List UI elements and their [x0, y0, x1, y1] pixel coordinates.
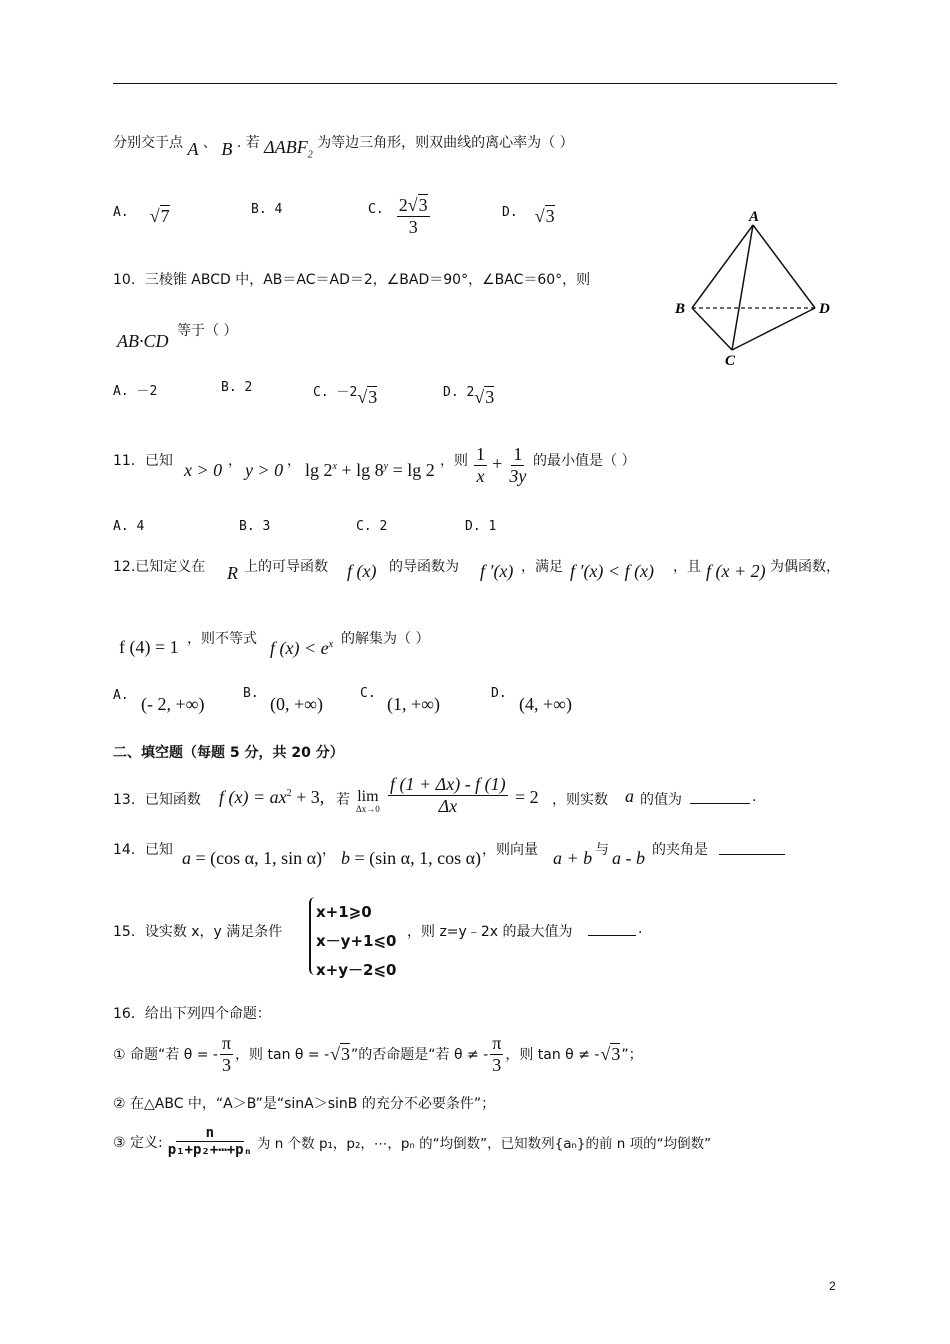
q12-lead: 12.已知定义在	[113, 559, 206, 575]
q14-answer-blank	[719, 838, 785, 855]
vertex-label-b: B	[675, 301, 686, 317]
q11-lead: 11．已知	[113, 453, 173, 469]
q13-t3: 的值为	[640, 792, 682, 808]
q12-option-d: (4, +∞)	[519, 694, 572, 714]
q9-triangle: $\Delta ABF_2$	[264, 137, 313, 161]
q15-cond-1: x+1⩾0	[316, 903, 372, 921]
q9-sep: 、	[202, 135, 217, 151]
section-title-fill-in: 二、填空题（每题 5 分，共 20 分）	[113, 745, 344, 761]
q12-t3: 的导函数为	[389, 559, 459, 575]
q10-option-c: C. －2√3	[313, 385, 378, 407]
q15-lead: 15．设实数 x，y 满足条件	[113, 924, 283, 940]
q11-comma-1: ，	[228, 453, 242, 469]
q13-lead: 13．已知函数	[113, 792, 201, 808]
q14-lead: 14．已知	[113, 842, 173, 858]
q9-line	[113, 131, 574, 161]
vertex-label-c: C	[725, 353, 736, 369]
q12-t8: 的解集为（ ）	[341, 631, 430, 647]
edge-cd	[732, 308, 815, 350]
q14-sum: a + b	[553, 848, 593, 868]
q14-t3: 的夹角是	[652, 842, 708, 858]
q12-option-b: (0, +∞)	[270, 694, 323, 714]
q11-expression: $\frac{1}{x}$ + $\frac{1}{3y}$	[476, 444, 527, 486]
q9-ruo: 若	[245, 135, 260, 151]
q14-diff: a - b	[612, 848, 645, 868]
q12-option-d-label: D.	[491, 686, 507, 701]
q13-ruo: 若	[336, 792, 350, 808]
q14-t2: ，则向量	[482, 842, 538, 858]
edge-ad	[753, 225, 815, 308]
q11-option-b: B. 3	[239, 519, 271, 534]
q15-t2: ，则 z=y﹣2x 的最大值为	[407, 924, 573, 940]
vertex-label-a: A	[749, 209, 760, 225]
q13-answer-blank	[690, 787, 750, 804]
q12-option-b-label: B.	[243, 686, 259, 701]
q13-function: f $(x) = ax^2 + 3$,	[219, 787, 325, 807]
q9-point-b: B	[221, 139, 233, 159]
q15-answer-blank	[588, 919, 636, 936]
q11-option-d: D. 1	[465, 519, 497, 534]
q13-lim: lim Δx→0	[356, 788, 380, 814]
q14-vector-b: b = (sin α, 1, cos α)	[341, 848, 482, 868]
q15-end: .	[638, 921, 643, 937]
q11-comma-2: ，	[287, 453, 301, 469]
edge-ab	[692, 225, 753, 308]
q9-option-c: $^{C.}$ $\frac{2√3}{3}$	[368, 195, 428, 237]
q12-ineq: f ′(x) < f (x)	[570, 561, 655, 581]
vertex-label-d: D	[819, 301, 830, 317]
q10-tail: 等于（ ）	[177, 323, 238, 339]
q12-fprime: f ′(x)	[480, 561, 514, 581]
page-number: 2	[829, 1279, 836, 1293]
q9-option-d: D. √3	[502, 205, 555, 226]
q10-option-b: B. 2	[221, 380, 253, 395]
q11-tail: 的最小值是（ ）	[533, 453, 636, 469]
q12-f4: f (4) = 1	[119, 637, 179, 657]
q12-t4: ，满足	[521, 559, 563, 575]
q10-option-a: A. －2	[113, 384, 158, 399]
q15-cond-2: x－y+1⩽0	[316, 932, 397, 950]
q13-end: .	[752, 789, 757, 805]
q12-t2: 上的可导函数	[244, 559, 328, 575]
q11-ze: ，则	[440, 453, 468, 469]
q9-option-b: B. 4	[251, 202, 283, 217]
q12-option-c-label: C.	[360, 686, 376, 701]
q15-cond-3: x+y－2⩽0	[316, 961, 397, 979]
tetrahedron-figure	[670, 205, 840, 370]
q14-vector-a: a = (cos α, 1, sin α)	[182, 848, 323, 868]
q13-fraction: $\frac{f (1 + \Delta x) - f (1)}{\Delta x}$	[390, 774, 506, 816]
q11-option-c: C. 2	[356, 519, 388, 534]
q9-dot: .	[236, 135, 242, 151]
q16-proposition-1: ① 命题“若 θ = - $\frac{\pi}{3}$ ，则 tan θ = - √3 ”的否命题是“若 θ ≠ - $\frac{\pi}{3}$ ，则 tan θ ≠ - √3 ”；	[113, 1033, 643, 1075]
q12-option-a: (- 2, +∞)	[141, 694, 205, 714]
q12-t7: ，则不等式	[187, 631, 257, 647]
q11-log-eq: $\lg 2^x + \lg 8^y = \lg 2$	[305, 460, 435, 480]
q12-fx: f (x)	[347, 561, 377, 581]
q12-ineq2: f $(x) < e^x$	[270, 638, 334, 658]
q10-expression: AB·CD	[117, 331, 169, 351]
header-rule	[113, 83, 837, 84]
q12-option-a-label: A.	[113, 688, 129, 703]
q16-lead: 16．给出下列四个命题：	[113, 1006, 271, 1022]
q13-a: a	[625, 786, 634, 806]
q12-r: R	[227, 563, 238, 583]
q12-t5: ，且	[673, 559, 701, 575]
q16-proposition-2: ② 在△ABC 中，“A＞B”是“sinA＞sinB 的充分不必要条件”；	[113, 1096, 496, 1112]
q12-fx2: f (x + 2)	[706, 561, 766, 581]
q11-cond-y: y > 0	[245, 460, 284, 480]
q11-option-a: A. 4	[113, 519, 145, 534]
q9-option-a: A. √7	[113, 205, 170, 226]
q12-option-c: (1, +∞)	[387, 694, 440, 714]
q9-opt-a-root: 7	[160, 206, 170, 226]
q9-point-a: A	[187, 139, 199, 159]
q10-option-d: D. 2√3	[443, 385, 495, 407]
edge-ac	[732, 225, 753, 350]
q11-cond-x: x > 0	[184, 460, 223, 480]
q10-stem: 10．三棱锥 ABCD 中，AB＝AC＝AD＝2，∠BAD＝90°，∠BAC＝60°，则	[113, 272, 591, 288]
q13-t2: ，则实数	[552, 792, 608, 808]
q12-t6: 为偶函数，	[770, 559, 840, 575]
q9-tail: 为等边三角形，则双曲线的离心率为（ ）	[317, 135, 574, 151]
q14-yu: 与	[595, 842, 609, 858]
q13-eq: = 2	[515, 787, 539, 807]
q16-proposition-3: ③ 定义: $\frac{n}{\text{p₁+p₂+⋯+pₙ}}$ 为 n 个数 p₁，p₂，⋯，pₙ 的“均倒数”，已知数列{aₙ}的前 n 项的“均倒数”	[113, 1125, 712, 1159]
edge-bc	[692, 308, 732, 350]
q15-conditions	[316, 898, 396, 985]
q9-intro: 分别交于点	[113, 135, 183, 151]
q14-comma: ，	[322, 842, 336, 858]
